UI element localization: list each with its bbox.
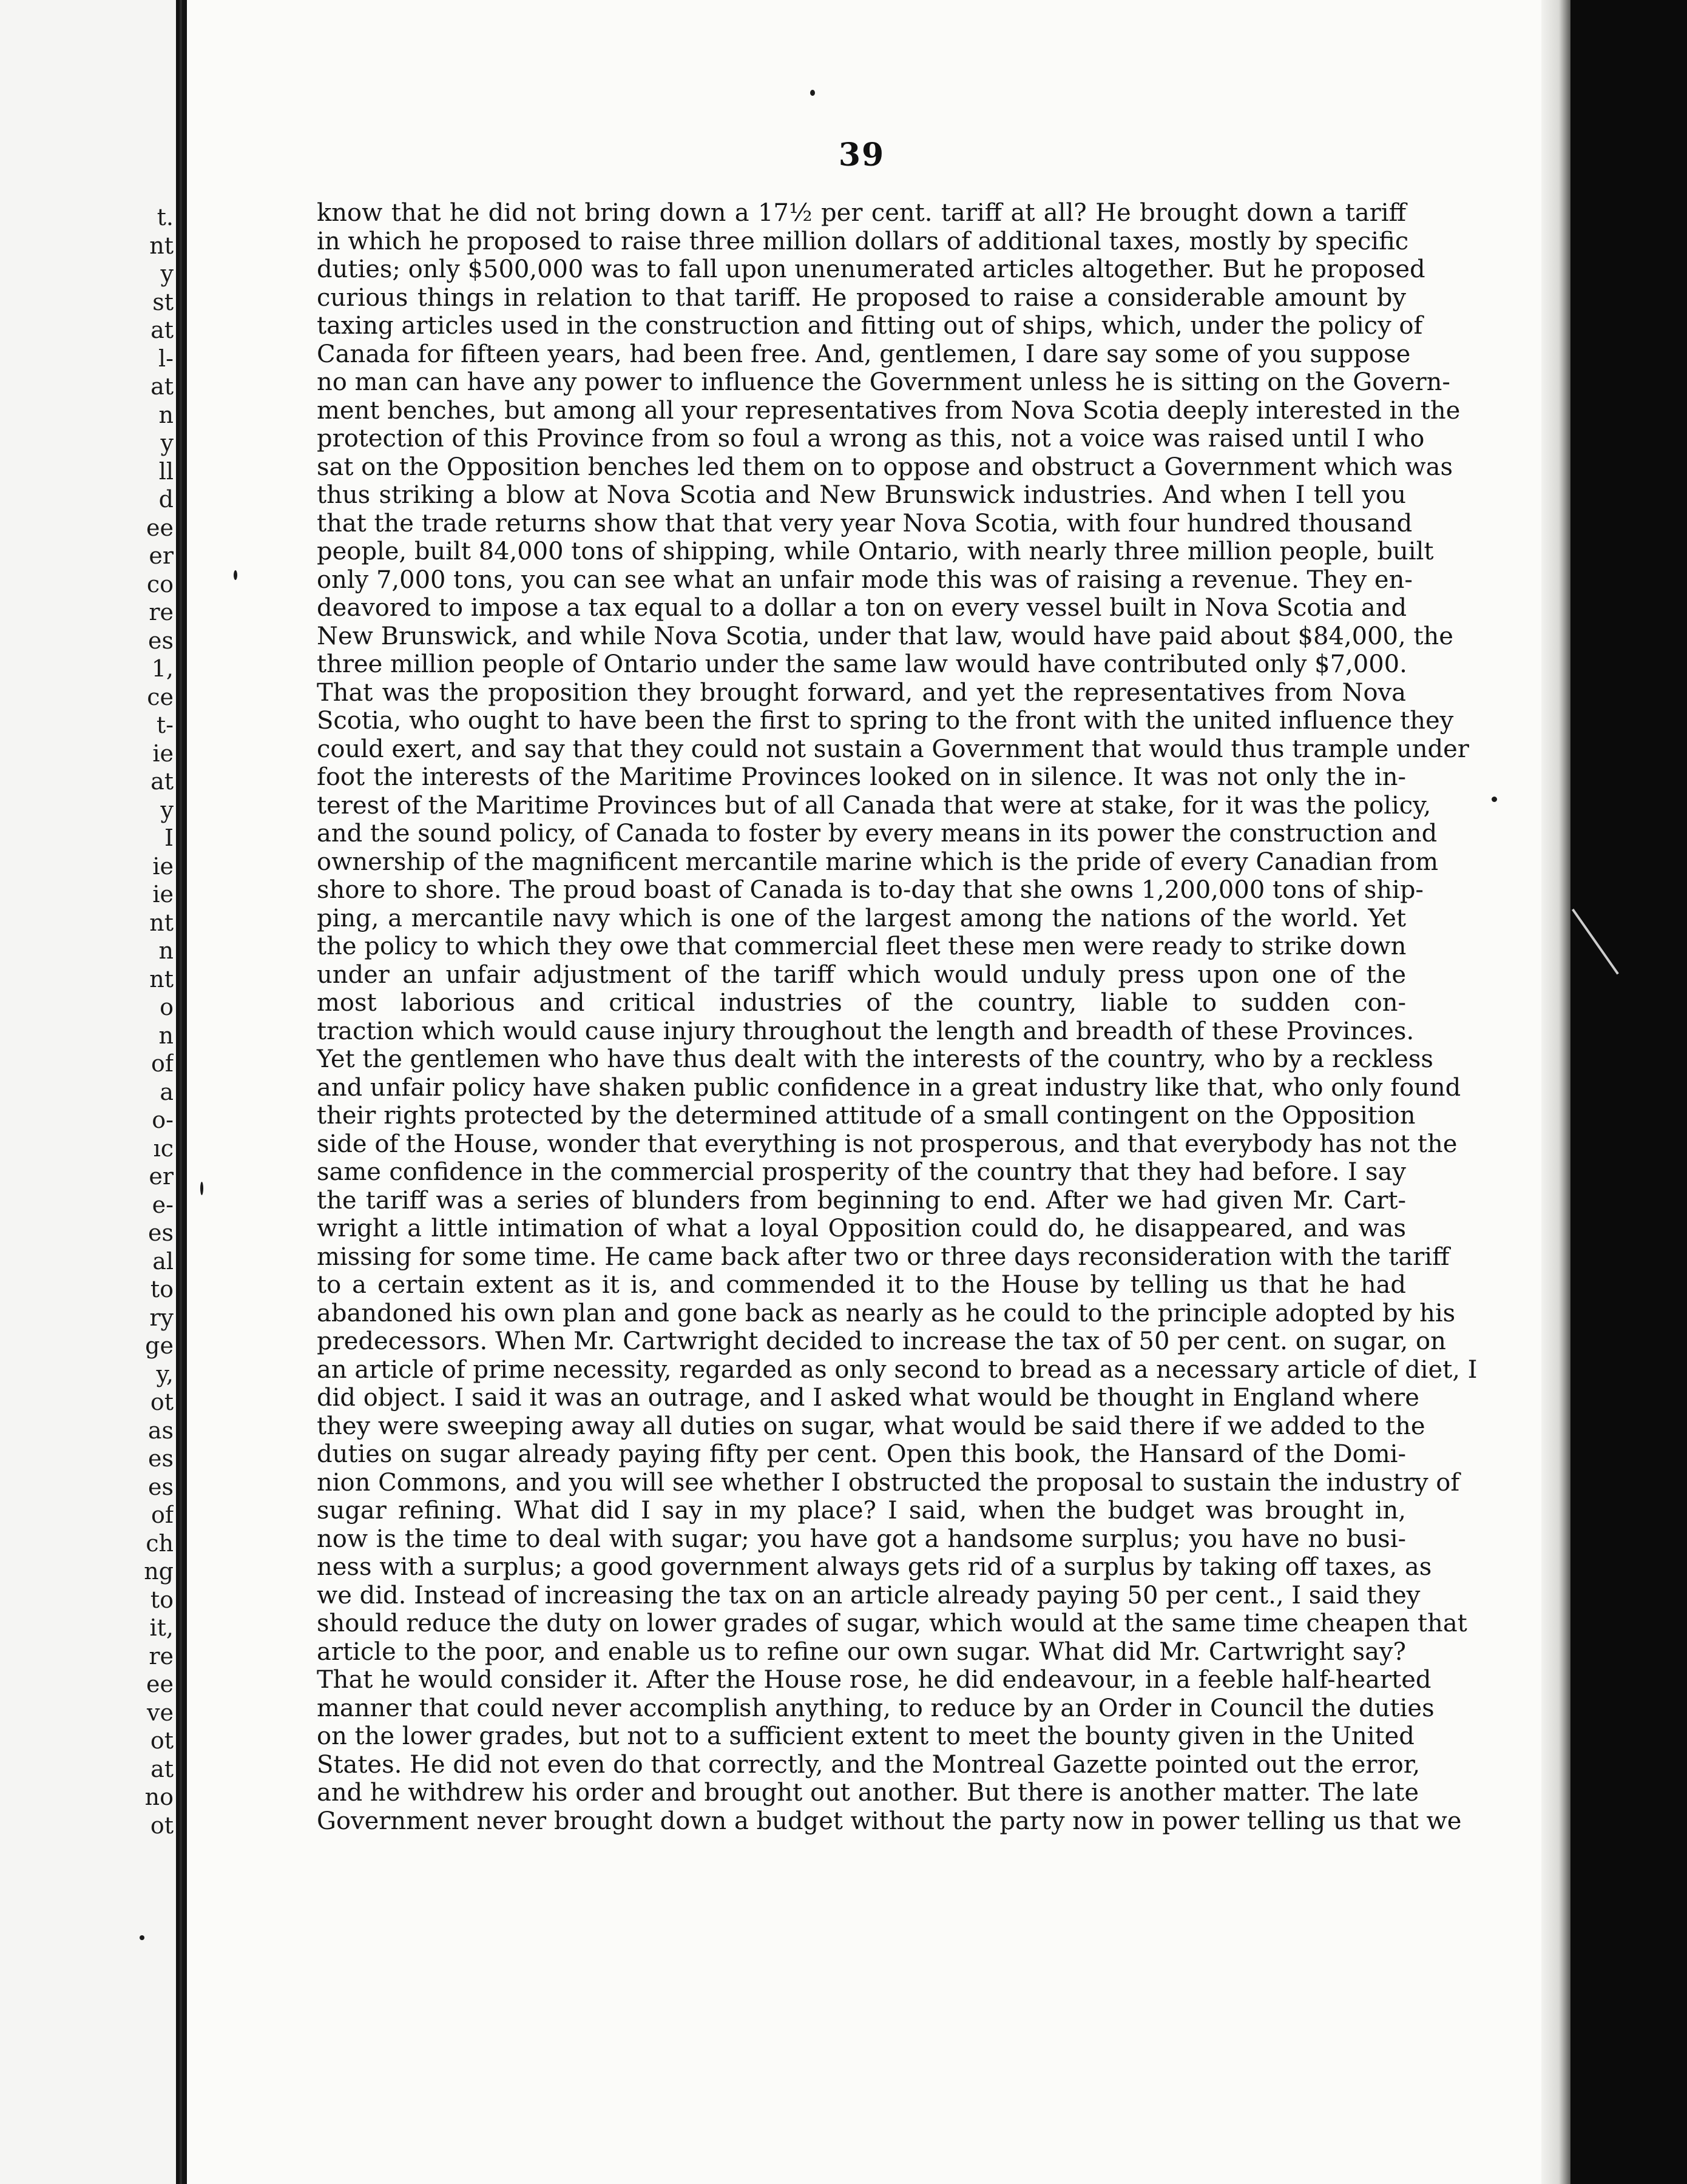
text-line: That he would consider it. After the House rose, he did endeavour, in a feeble half-hearted	[317, 1666, 1432, 1694]
fragment-line: of	[151, 1502, 174, 1528]
previous-page-text-fragments	[142, 203, 174, 1839]
text-line: only 7,000 tons, you can see what an unfair mode this was of raising a revenue. They en-	[317, 565, 1413, 594]
text-line: predecessors. When Mr. Cartwright decided to increase the tax of 50 per cent. on sugar, on	[317, 1327, 1446, 1355]
text-line: manner that could never accomplish anything, to reduce by an Order in Council the duties	[317, 1694, 1435, 1722]
fragment-line: of	[151, 1050, 174, 1077]
fragment-line: n	[158, 1022, 174, 1049]
text-line: foot the interests of the Maritime Provinces looked on in silence. It was not only the in-	[317, 763, 1406, 791]
text-line: could exert, and say that they could not sustain a Government that would thus trample under	[317, 735, 1469, 763]
text-line: missing for some time. He came back after two or three days reconsideration with the tariff	[317, 1242, 1450, 1271]
text-line: three million people of Ontario under the same law would have contributed only $7,000.	[317, 650, 1407, 678]
text-line: and the sound policy, of Canada to foster by every means in its power the construction and	[317, 820, 1438, 848]
fragment-line: at	[150, 317, 174, 343]
fragment-line: t-	[156, 712, 174, 738]
fragment-line: at	[150, 768, 174, 795]
text-line: Yet the gentlemen who have thus dealt with the interests of the country, who by a reckless	[317, 1045, 1433, 1073]
fragment-line: es	[148, 1445, 174, 1472]
fragment-line: ie	[152, 881, 174, 908]
fragment-line: al	[152, 1247, 174, 1275]
fragment-line: st	[152, 288, 174, 315]
body-text	[317, 199, 1478, 1835]
fragment-line: ve	[147, 1699, 174, 1726]
page-edge-shadow	[1541, 0, 1570, 2184]
text-line: duties; only $500,000 was to fall upon unenumerated articles altogether. But he proposed	[317, 255, 1425, 283]
fragment-line: y	[160, 430, 174, 456]
fragment-line: ge	[145, 1332, 174, 1359]
text-line: we did. Instead of increasing the tax on an article already paying 50 per cent., I said they	[317, 1581, 1421, 1609]
text-line: nion Commons, and you will see whether I obstructed the proposal to sustain the industry of	[317, 1468, 1460, 1497]
fragment-line: ce	[147, 683, 174, 710]
text-line: should reduce the duty on lower grades of sugar, which would at the same time cheapen that	[317, 1609, 1467, 1637]
fragment-line: nt	[149, 965, 174, 993]
text-line: wright a little intimation of what a loyal Opposition could do, he disappeared, and was	[317, 1215, 1406, 1242]
fragment-line: es	[148, 1473, 174, 1500]
fragment-line: ng	[144, 1558, 174, 1585]
text-line: Government never brought down a budget without the party now in power telling us that we	[317, 1807, 1462, 1835]
text-line: the tariff was a series of blunders from beginning to end. After we had given Mr. Cart-	[317, 1186, 1406, 1215]
fragment-line: at	[150, 1755, 174, 1782]
text-line: sugar refining. What did I say in my place? I said, when the budget was brought in,	[317, 1497, 1406, 1525]
fragment-line: e-	[152, 1191, 174, 1218]
text-line: curious things in relation to that tariff. He proposed to raise a considerable amount by	[317, 283, 1406, 312]
fragment-line: at	[150, 373, 174, 400]
fragment-line: t.	[157, 204, 174, 231]
fragment-line: es	[148, 627, 174, 654]
text-line: States. He did not even do that correctly, and the Montreal Gazette pointed out the error,	[317, 1750, 1421, 1779]
fragment-line: ot	[150, 1812, 174, 1839]
fragment-line: ry	[149, 1304, 174, 1331]
fragment-line: re	[149, 599, 174, 625]
text-line: Scotia, who ought to have been the first to spring to the front with the united influence they	[317, 707, 1454, 735]
text-line: an article of prime necessity, regarded as only second to bread as a necessary article of diet, I	[317, 1355, 1478, 1384]
text-line: taxing articles used in the construction and fitting out of ships, which, under the policy of	[317, 312, 1423, 340]
fragment-line: ie	[152, 740, 174, 767]
text-line: that the trade returns show that that very year Nova Scotia, with four hundred thousand	[317, 509, 1413, 538]
fragment-line: ee	[146, 514, 174, 541]
fragment-line: y	[160, 796, 174, 823]
fragment-line: y	[160, 260, 174, 287]
text-line: ping, a mercantile navy which is one of the largest among the nations of the world. Yet	[317, 904, 1406, 932]
text-line: deavored to impose a tax equal to a dollar a ton on every vessel built in Nova Scotia and	[317, 594, 1407, 622]
fragment-line: I	[164, 824, 174, 851]
fragment-line: o	[160, 994, 174, 1020]
fragment-line: to	[150, 1276, 174, 1303]
text-line: protection of this Province from so foul a wrong as this, not a voice was raised until I who	[317, 425, 1425, 453]
fragment-line: es	[148, 1219, 174, 1246]
fragment-line: a	[160, 1078, 174, 1105]
text-line: now is the time to deal with sugar; you have got a handsome surplus; you have no busi-	[317, 1525, 1406, 1553]
text-line: traction which would cause injury throughout the length and breadth of these Provinces.	[317, 1017, 1415, 1045]
fragment-line: er	[149, 542, 174, 569]
text-line: and he withdrew his order and brought out another. But there is another matter. The late	[317, 1779, 1419, 1807]
text-line: same confidence in the commercial prosperity of the country that they had before. I say	[317, 1158, 1406, 1186]
fragment-line: y,	[156, 1360, 174, 1387]
text-line: That was the proposition they brought forward, and yet the representatives from Nova	[317, 678, 1406, 707]
fragment-line: co	[146, 570, 174, 598]
text-line: and unfair policy have shaken public confidence in a great industry like that, who only found	[317, 1073, 1461, 1102]
text-line: sat on the Opposition benches led them on to oppose and obstruct a Government which was	[317, 453, 1453, 481]
fragment-line: ie	[152, 852, 174, 880]
text-line: to a certain extent as it is, and commended it to the House by telling us that he had	[317, 1271, 1406, 1299]
text-line: people, built 84,000 tons of shipping, while Ontario, with nearly three million people, built	[317, 538, 1434, 565]
fragment-line: 1,	[151, 655, 174, 682]
fragment-line: no	[144, 1784, 174, 1810]
page-number: 39	[838, 136, 885, 174]
fragment-line: ot	[150, 1389, 174, 1415]
text-line: know that he did not bring down a 17½ per cent. tariff at all? He brought down a tariff	[317, 199, 1406, 227]
fragment-line: ll	[158, 457, 174, 485]
fragment-line: er	[149, 1163, 174, 1190]
text-line: ness with a surplus; a good government always gets rid of a surplus by taking off taxes, as	[317, 1553, 1432, 1581]
fragment-line: as	[147, 1417, 174, 1444]
scan-background	[1570, 0, 1687, 2184]
text-line: shore to shore. The proud boast of Canada is to-day that she owns 1,200,000 tons of ship-	[317, 876, 1424, 904]
fragment-line: n	[158, 401, 174, 428]
text-line: under an unfair adjustment of the tariff which would unduly press upon one of the	[317, 960, 1406, 989]
fragment-line: ee	[146, 1671, 174, 1697]
gutter-line	[180, 0, 182, 2184]
previous-page-fragment	[0, 0, 176, 2184]
text-line: their rights protected by the determined attitude of a small contingent on the Opposition	[317, 1102, 1416, 1130]
fragment-line: n	[158, 937, 174, 964]
text-line: article to the poor, and enable us to refine our own sugar. What did Mr. Cartwright say?	[317, 1637, 1406, 1666]
fragment-line: ot	[150, 1727, 174, 1754]
fragment-line: ch	[146, 1529, 174, 1557]
text-line: in which he proposed to raise three million dollars of additional taxes, mostly by specific	[317, 227, 1409, 255]
fragment-line: o-	[152, 1107, 174, 1133]
text-line: thus striking a blow at Nova Scotia and New Brunswick industries. And when I tell you	[317, 481, 1406, 509]
text-line: most laborious and critical industries of the country, liable to sudden con-	[317, 989, 1406, 1017]
text-line: duties on sugar already paying fifty per cent. Open this book, the Hansard of the Domi-	[317, 1440, 1406, 1468]
text-line: did object. I said it was an outrage, and I asked what would be thought in England where	[317, 1384, 1419, 1412]
text-line: ment benches, but among all your representatives from Nova Scotia deeply interested in the	[317, 396, 1461, 425]
text-line: Canada for fifteen years, had been free. And, gentlemen, I dare say some of you suppose	[317, 340, 1411, 368]
fragment-line: it,	[149, 1614, 174, 1641]
fragment-line: re	[149, 1642, 174, 1670]
fragment-line: l-	[158, 345, 174, 372]
fragment-line: nt	[149, 232, 174, 259]
text-line: side of the House, wonder that everything is not prosperous, and that everybody has not the	[317, 1130, 1458, 1158]
text-line: abandoned his own plan and gone back as nearly as he could to the principle adopted by his	[317, 1299, 1456, 1327]
fragment-line: ıc	[153, 1134, 174, 1162]
text-line: terest of the Maritime Provinces but of all Canada that were at stake, for it was the policy,	[317, 791, 1432, 820]
fragment-line: d	[158, 486, 174, 513]
text-line: New Brunswick, and while Nova Scotia, under that law, would have paid about $84,000, the	[317, 622, 1453, 650]
text-line: no man can have any power to influence the Government unless he is sitting on the Govern-	[317, 368, 1450, 396]
text-line: ownership of the magnificent mercantile marine which is the pride of every Canadian from	[317, 848, 1439, 876]
text-line: the policy to which they owe that commercial fleet these men were ready to strike down	[317, 932, 1407, 960]
fragment-line: to	[150, 1586, 174, 1613]
text-line: they were sweeping away all duties on sugar, what would be said there if we added to the	[317, 1412, 1425, 1440]
text-line: on the lower grades, but not to a sufficient extent to meet the bounty given in the United	[317, 1722, 1415, 1750]
fragment-line: nt	[149, 909, 174, 936]
